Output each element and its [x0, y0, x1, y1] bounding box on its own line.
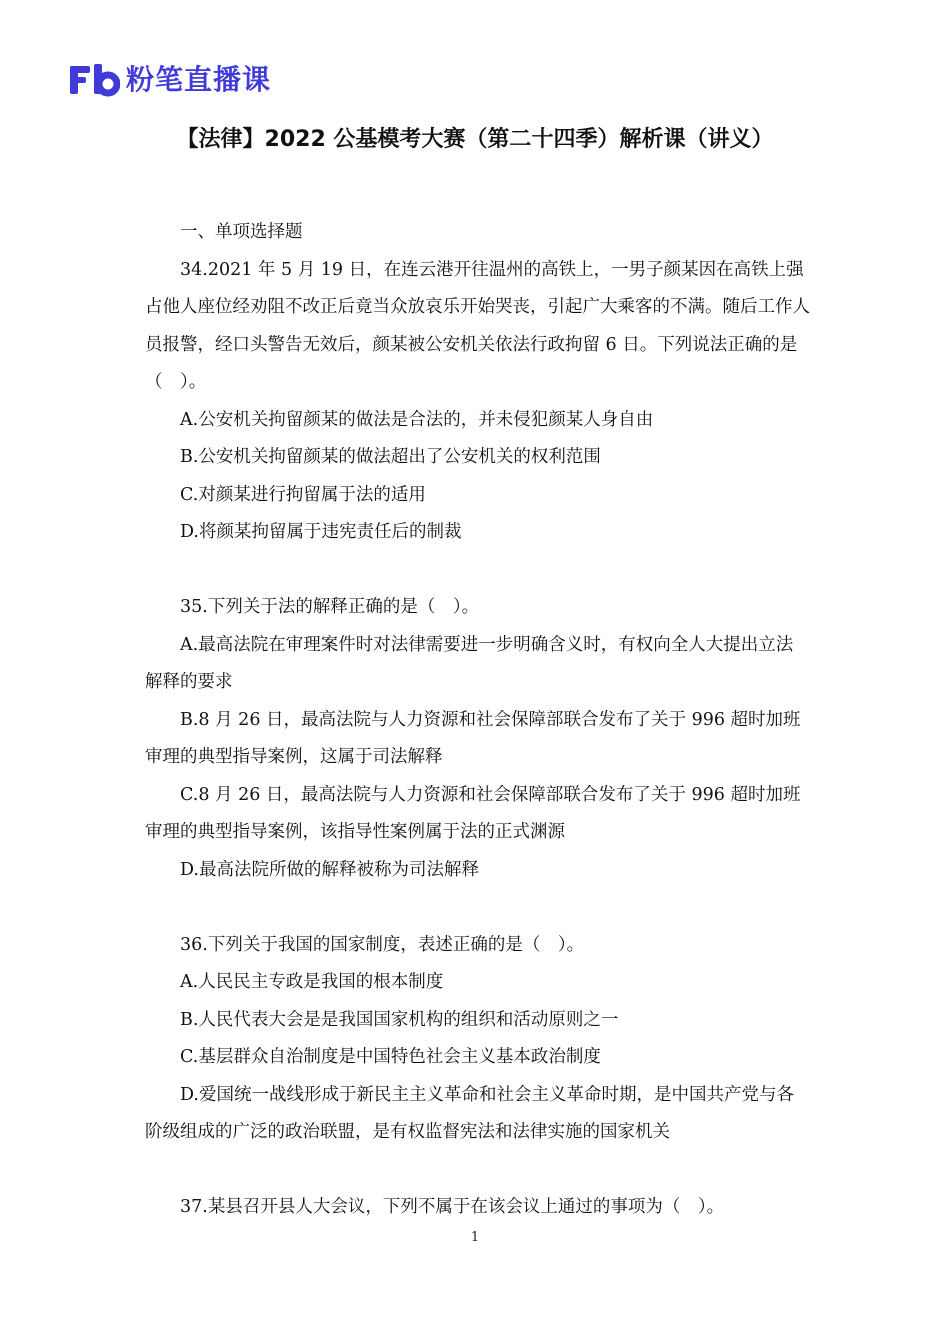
question-option: B.8 月 26 日，最高法院与人力资源和社会保障部联合发布了关于 996 超时加班审理的典型指导案例，这属于司法解释	[145, 709, 801, 767]
question-37	[145, 1189, 810, 1227]
question-option: C.8 月 26 日，最高法院与人力资源和社会保障部联合发布了关于 996 超时加班审理的典型指导案例，该指导性案例属于法的正式渊源	[145, 784, 801, 842]
question-stem: 37.某县召开县人大会议，下列不属于在该会议上通过的事项为（ ）。	[180, 1197, 725, 1217]
question-option: D.将颜某拘留属于违宪责任后的制裁	[180, 522, 462, 542]
question-option: A.最高法院在审理案件时对法律需要进一步明确含义时，有权向全人大提出立法解释的要求	[145, 634, 794, 692]
question-stem: 36.下列关于我国的国家制度，表述正确的是（ ）。	[180, 934, 585, 955]
page-number: 1	[470, 1230, 480, 1245]
spacer	[145, 889, 810, 927]
brand-header	[68, 60, 271, 100]
question-option: A.公安机关拘留颜某的做法是合法的，并未侵犯颜某人身自由	[180, 409, 654, 430]
question-option: C.基层群众自治制度是中国特色社会主义基本政治制度	[180, 1047, 601, 1067]
question-option: B.人民代表大会是是我国国家机构的组织和活动原则之一	[180, 1009, 619, 1030]
question-stem: 34.2021 年 5 月 19 日，在连云港开往温州的高铁上，一男子颜某因在高铁上强占他人座位经劝阻不改正后竟当众放哀乐开始哭丧，引起广大乘客的不满。随后工作人员报警，经口头警告无效后，颜某被公安机关依法行政拘留 6 日。下列说法正确的是（ ）。	[145, 259, 810, 392]
section-heading: 一、单项选择题	[180, 222, 303, 242]
fb-logo-icon	[68, 62, 120, 98]
question-option: B.公安机关拘留颜某的做法超出了公安机关的权利范围	[180, 447, 601, 467]
question-option: D.爱国统一战线形成于新民主主义革命和社会主义革命时期，是中国共产党与各阶级组成的广泛的政治联盟，是有权监督宪法和法律实施的国家机关	[145, 1084, 794, 1142]
question-35	[145, 589, 810, 889]
question-option: C.对颜某进行拘留属于法的适用	[180, 484, 426, 505]
question-36	[145, 927, 810, 1152]
question-stem: 35.下列关于法的解释正确的是（ ）。	[180, 597, 480, 617]
question-option: A.人民民主专政是我国的根本制度	[180, 972, 444, 992]
spacer	[145, 552, 810, 590]
brand-name: 粉笔直播课	[126, 63, 272, 96]
spacer	[145, 1152, 810, 1190]
document-body	[145, 214, 810, 1227]
document-title: 【法律】2022 公基模考大赛（第二十四季）解析课（讲义）	[176, 127, 774, 152]
question-option: D.最高法院所做的解释被称为司法解释	[180, 859, 479, 880]
question-34	[145, 252, 810, 552]
